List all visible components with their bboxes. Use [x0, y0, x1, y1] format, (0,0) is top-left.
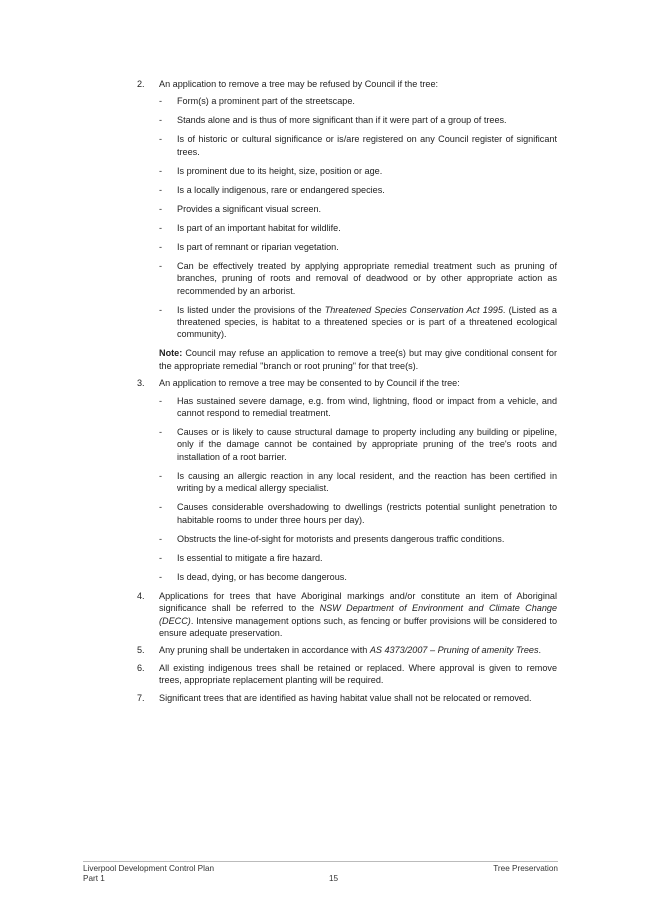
list-item-text: Is part of remnant or riparian vegetation. [177, 241, 339, 252]
bullet-list [159, 95, 557, 340]
item-paragraph [159, 692, 557, 704]
bullet-dash: - [159, 427, 163, 438]
numbered-item [137, 644, 557, 656]
numbered-item [137, 662, 557, 687]
list-item [159, 241, 557, 253]
list-item [159, 184, 557, 196]
bullet-dash: - [159, 203, 163, 214]
list-item [159, 260, 557, 297]
agency-name: NSW Department of Environment and Climate Change (DECC) [159, 603, 557, 626]
item-number: 5. [137, 645, 145, 656]
item-number: 4. [137, 590, 145, 601]
footer-section-title: Tree Preservation [493, 864, 558, 873]
list-item-text: Has sustained severe damage, e.g. from wind, lightning, flood or impact from a vehicle, and cannot respond to remedial treatment. [177, 395, 557, 419]
list-item-text: Provides a significant visual screen. [177, 203, 322, 214]
numbered-item [137, 78, 557, 372]
bullet-dash: - [159, 96, 163, 107]
list-item [159, 426, 557, 463]
act-title: Threatened Species Conservation Act 1995 [324, 304, 503, 315]
list-item [159, 501, 557, 526]
footer-document-title: Liverpool Development Control Plan [83, 864, 215, 873]
document-body [137, 78, 557, 709]
item-number: 3. [137, 378, 145, 389]
list-item [159, 114, 557, 126]
note-text: Council may refuse an application to remove a tree(s) but may give conditional consent for the appropriate remedial "branch or root pruning" for that tree(s). [159, 348, 557, 371]
list-item [159, 222, 557, 234]
paragraph-text: . [538, 645, 542, 656]
note-paragraph [159, 347, 557, 372]
bullet-dash: - [159, 222, 163, 233]
list-item-text: Is part of an important habitat for wildlife. [177, 222, 341, 233]
list-item [159, 470, 557, 495]
numbered-item [137, 590, 557, 640]
list-item-text: Is causing an allergic reaction in any local resident, and the reaction has been certified in writing by a medical allergy specialist. [177, 470, 557, 494]
list-item [159, 165, 557, 177]
list-item-text: Causes considerable overshadowing to dwellings (restricts potential sunlight penetration to habitable rooms to under three hours per day). [177, 502, 557, 525]
bullet-dash: - [159, 395, 163, 406]
bullet-dash: - [159, 502, 163, 513]
bullet-list [159, 395, 557, 583]
list-item-text: Can be effectively treated by applying appropriate remedial treatment such as pruning of branches, pruning of roots and removal of deadwood or by other appropriate action as recommended by an arborist. [177, 260, 557, 296]
list-item-text: Is a locally indigenous, rare or endangered species. [177, 184, 385, 195]
item-paragraph [159, 662, 557, 687]
bullet-dash: - [159, 184, 163, 195]
list-item [159, 95, 557, 107]
list-item-text: Is listed under the provisions of the [177, 304, 325, 315]
item-paragraph [159, 644, 557, 656]
list-item-text: Obstructs the line-of-sight for motorists and presents dangerous traffic conditions. [177, 533, 505, 544]
note-label: Note: [159, 348, 183, 359]
list-item-text: Is prominent due to its height, size, position or age. [177, 165, 383, 176]
bullet-dash: - [159, 260, 163, 271]
numbered-item [137, 377, 557, 583]
item-number: 2. [137, 79, 145, 89]
list-item-text: Is essential to mitigate a fire hazard. [177, 552, 323, 563]
bullet-dash: - [159, 241, 163, 252]
bullet-dash: - [159, 134, 163, 145]
page-number: 15 [329, 874, 339, 883]
list-item-text: Form(s) a prominent part of the streetscape. [177, 96, 355, 107]
list-item-text: Stands alone and is thus of more significant than if it were part of a group of trees. [177, 115, 507, 126]
bullet-dash: - [159, 552, 163, 563]
item-lead-text: An application to remove a tree may be consented to by Council if the tree: [159, 378, 460, 389]
standard-reference: AS 4373/2007 – Pruning of amenity Trees [369, 645, 539, 656]
list-item [159, 203, 557, 215]
paragraph-text: All existing indigenous trees shall be retained or replaced. Where approval is given to remove trees, appropriate replacement planting will be required. [159, 662, 557, 686]
bullet-dash: - [159, 470, 163, 481]
item-number: 6. [137, 662, 145, 673]
paragraph-text: . Intensive management options such, as fencing or buffer provisions will be considered to ensure adequate preservation. [159, 615, 557, 638]
item-paragraph [159, 590, 557, 640]
bullet-dash: - [159, 571, 163, 582]
bullet-dash: - [159, 304, 163, 315]
paragraph-text: Any pruning shall be undertaken in accordance with [159, 645, 370, 656]
list-item [159, 571, 557, 583]
list-item [159, 395, 557, 420]
list-item-text: Is dead, dying, or has become dangerous. [177, 571, 347, 582]
bullet-dash: - [159, 533, 163, 544]
footer-part: Part 1 [83, 874, 105, 883]
list-item-text: Is of historic or cultural significance or is/are registered on any Council register of significant trees. [177, 134, 557, 157]
list-item [159, 533, 557, 545]
list-item-text: Causes or is likely to cause structural damage to property including any building or pipeline, only if the damage cannot be contained by appropriate pruning of the tree's roots and installation of a root barrier. [177, 427, 557, 462]
list-item-text: . (Listed as a threatened species, is habitat to a threatened species or is part of a threatened ecological community). [177, 304, 557, 340]
footer-divider [83, 861, 558, 862]
bullet-dash: - [159, 115, 163, 126]
item-number: 7. [137, 692, 145, 703]
list-item [159, 133, 557, 158]
paragraph-text: Applications for trees that have Aboriginal markings and/or constitute an item of Aboriginal significance shall be referred to the [159, 590, 557, 614]
paragraph-text: Significant trees that are identified as having habitat value shall not be relocated or removed. [159, 692, 532, 703]
list-item [159, 552, 557, 564]
item-lead-text: An application to remove a tree may be refused by Council if the tree: [159, 79, 439, 89]
list-item [159, 304, 557, 341]
numbered-item [137, 692, 557, 704]
bullet-dash: - [159, 165, 163, 176]
